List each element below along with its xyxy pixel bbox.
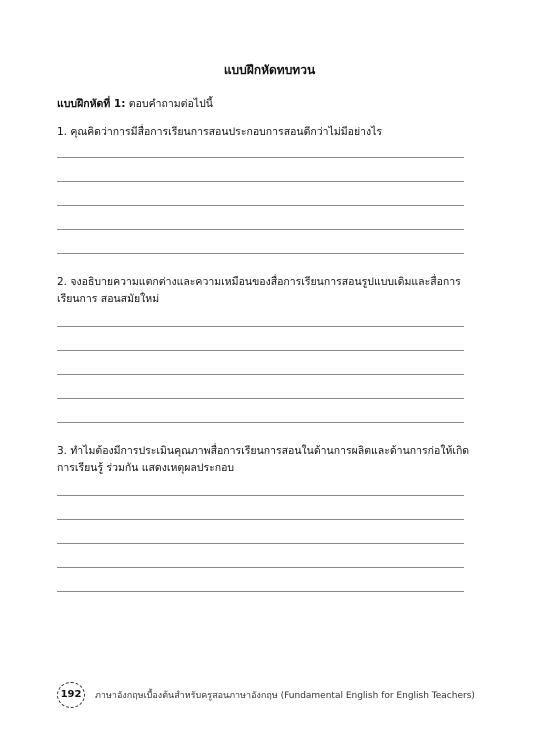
question-1: 1. คุณคิดว่าการมีสื่อการเรียนการสอนประกอบการสอนดีกว่าไม่มีอย่างไร [57, 126, 383, 138]
answer-line [57, 422, 464, 423]
page-number-badge: 192 [57, 682, 85, 708]
answer-line [57, 326, 464, 327]
answer-line [57, 398, 464, 399]
exercise-heading [57, 95, 213, 112]
answer-line [57, 495, 464, 496]
answer-line [57, 205, 464, 206]
footer-book-title: ภาษาอังกฤษเบื้องต้นสำหรับครูสอนภาษาอังกฤษ (Fundamental English for English Teachers) [95, 691, 475, 701]
answer-line [57, 253, 464, 254]
answer-line [57, 543, 464, 544]
answer-line [57, 157, 464, 158]
answer-line [57, 181, 464, 182]
question-2: 2. จงอธิบายความแตกต่างและความเหมือนของสื่อการเรียนการสอนรูปแบบเดิมและสื่อการเรียนการ สอนสมัยใหม่ [57, 276, 461, 305]
page-title: แบบฝึกหัดทบทวน [223, 63, 316, 77]
answer-line [57, 350, 464, 351]
answer-line [57, 519, 464, 520]
exercise-label: แบบฝึกหัดที่ 1: [57, 98, 126, 110]
question-3: 3. ทำไมต้องมีการประเมินคุณภาพสื่อการเรียนการสอนในด้านการผลิตและด้านการก่อให้เกิดการเรียนรู้ ร่วมกัน แสดงเหตุผลประกอบ [57, 445, 470, 474]
answer-line [57, 229, 464, 230]
answer-line [57, 591, 464, 592]
answer-line [57, 374, 464, 375]
answer-line [57, 567, 464, 568]
exercise-instruction: ตอบคำถามต่อไปนี้ [128, 98, 213, 110]
